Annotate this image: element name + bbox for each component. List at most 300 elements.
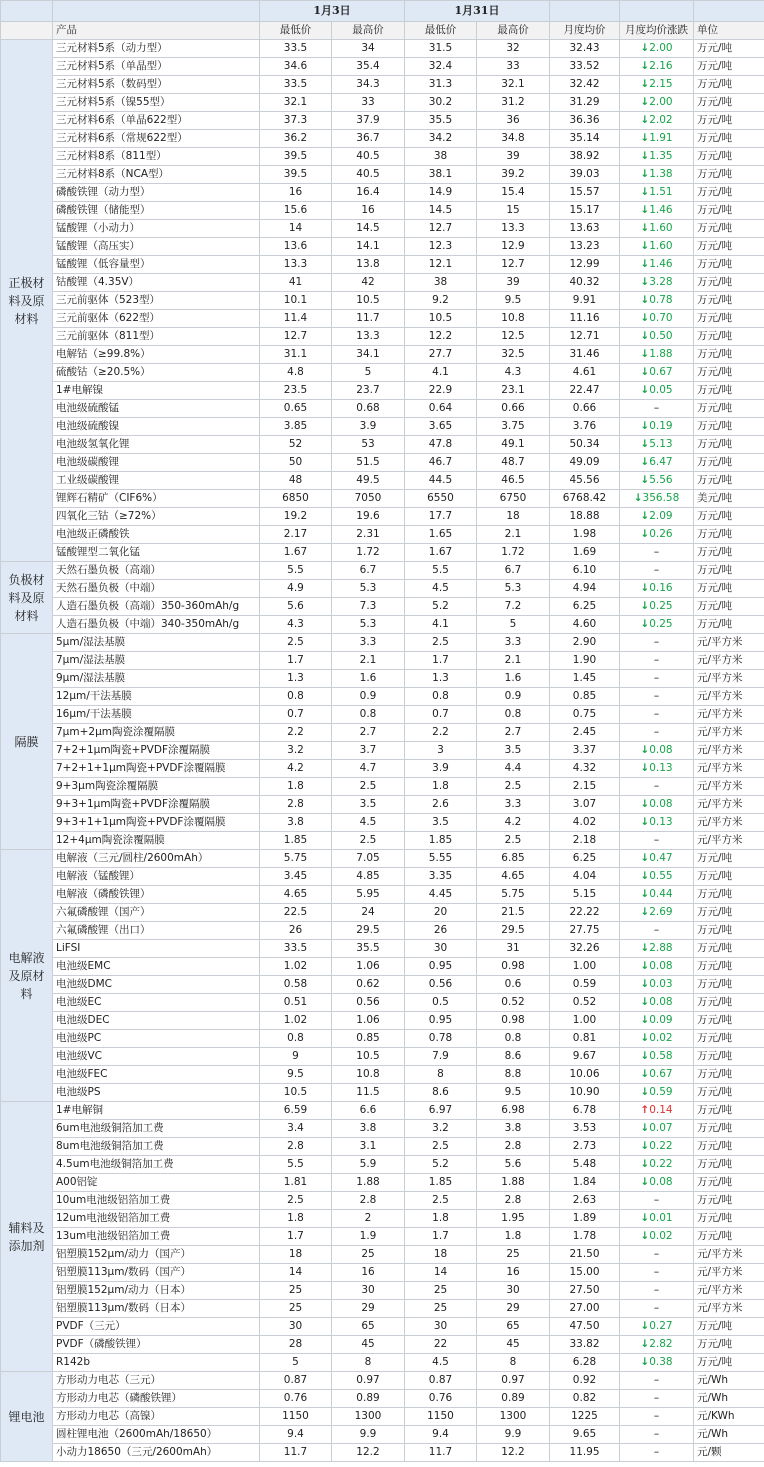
product-name: 三元材料8系（811型）: [53, 148, 260, 166]
product-name: 三元材料6系（常规622型）: [53, 130, 260, 148]
monthly-change: [620, 508, 694, 526]
change-value: 0.26: [649, 528, 673, 540]
high-price-date2: 6.7: [477, 562, 550, 580]
high-price-date1: 1.6: [332, 670, 405, 688]
product-name: 三元前驱体（622型）: [53, 310, 260, 328]
unit: 万元/吨: [694, 436, 764, 454]
change-value: 0.44: [649, 888, 673, 900]
change-value: 1.88: [649, 348, 673, 360]
product-name: 三元材料5系（单晶型）: [53, 58, 260, 76]
change-value: 2.88: [649, 942, 673, 954]
unit: 元/平方米: [694, 634, 764, 652]
monthly-average: 32.42: [550, 76, 620, 94]
unit: 万元/吨: [694, 1030, 764, 1048]
change-value: –: [653, 1284, 660, 1296]
high-price-date2: 30: [477, 1282, 550, 1300]
low-price-date1: 9: [260, 1048, 332, 1066]
low-price-date2: 1.7: [405, 652, 477, 670]
monthly-average: 0.66: [550, 400, 620, 418]
arrow-down-icon: ↓: [640, 276, 650, 288]
monthly-change: [620, 148, 694, 166]
table-row: [1, 778, 764, 796]
arrow-down-icon: ↓: [640, 366, 650, 378]
monthly-average: 32.43: [550, 40, 620, 58]
low-price-date1: 39.5: [260, 148, 332, 166]
low-price-date1: 10.5: [260, 1084, 332, 1102]
low-price-date2: 30.2: [405, 94, 477, 112]
monthly-average: 6768.42: [550, 490, 620, 508]
high-price-date1: 30: [332, 1282, 405, 1300]
monthly-change: [620, 1354, 694, 1372]
change-value: 1.91: [649, 132, 673, 144]
low-price-date2: 0.78: [405, 1030, 477, 1048]
low-price-date1: 15.6: [260, 202, 332, 220]
change-value: 2.69: [649, 906, 673, 918]
product-name: 三元材料5系（动力型）: [53, 40, 260, 58]
low-price-date2: 0.5: [405, 994, 477, 1012]
product-name: 9+3μm陶瓷涂覆隔膜: [53, 778, 260, 796]
low-price-date2: 2.5: [405, 634, 477, 652]
high-price-date2: 0.66: [477, 400, 550, 418]
low-price-date1: 36.2: [260, 130, 332, 148]
arrow-down-icon: ↓: [640, 1338, 650, 1350]
unit: 元/平方米: [694, 796, 764, 814]
product-name: 小动力18650（三元/2600mAh）: [53, 1444, 260, 1462]
column-header-row: [1, 22, 764, 40]
monthly-average: 31.46: [550, 346, 620, 364]
high-price-date2: 4.3: [477, 364, 550, 382]
change-value: 0.58: [649, 1050, 673, 1062]
unit: 万元/吨: [694, 148, 764, 166]
low-price-date1: 6850: [260, 490, 332, 508]
low-price-date2: 35.5: [405, 112, 477, 130]
product-name: 12μm/干法基膜: [53, 688, 260, 706]
low-price-date2: 46.7: [405, 454, 477, 472]
monthly-average: 9.67: [550, 1048, 620, 1066]
unit: 万元/吨: [694, 562, 764, 580]
high-price-date2: 8: [477, 1354, 550, 1372]
low-price-date2: 18: [405, 1246, 477, 1264]
arrow-down-icon: ↓: [640, 942, 650, 954]
unit: 万元/吨: [694, 940, 764, 958]
high-price-date1: 5.3: [332, 580, 405, 598]
high-price-date1: 10.5: [332, 1048, 405, 1066]
arrow-down-icon: ↓: [640, 1176, 650, 1188]
monthly-change: [620, 130, 694, 148]
high-price-date1: 0.8: [332, 706, 405, 724]
low-price-date1: 2.8: [260, 796, 332, 814]
unit: 万元/吨: [694, 1228, 764, 1246]
high-price-date1: 3.3: [332, 634, 405, 652]
low-price-date1: 26: [260, 922, 332, 940]
table-row: [1, 1066, 764, 1084]
low-price-date1: 37.3: [260, 112, 332, 130]
high-price-date2: 15.4: [477, 184, 550, 202]
change-value: 0.38: [649, 1356, 673, 1368]
low-price-date2: 14.9: [405, 184, 477, 202]
high-price-date1: 51.5: [332, 454, 405, 472]
monthly-average: 2.63: [550, 1192, 620, 1210]
arrow-down-icon: ↓: [640, 294, 650, 306]
arrow-down-icon: ↓: [640, 96, 650, 108]
high-price-date2: 3.3: [477, 634, 550, 652]
low-price-date2: 5.5: [405, 562, 477, 580]
change-value: –: [653, 654, 660, 666]
monthly-change: [620, 1228, 694, 1246]
product-name: 锰酸锂（小动力）: [53, 220, 260, 238]
monthly-average: 3.07: [550, 796, 620, 814]
monthly-average: 1.45: [550, 670, 620, 688]
high-price-date1: 3.5: [332, 796, 405, 814]
arrow-down-icon: ↓: [640, 168, 650, 180]
monthly-average: 2.73: [550, 1138, 620, 1156]
unit: 万元/吨: [694, 310, 764, 328]
low-price-date1: 48: [260, 472, 332, 490]
monthly-change: [620, 1012, 694, 1030]
arrow-down-icon: ↓: [640, 1032, 650, 1044]
change-value: 0.55: [649, 870, 673, 882]
unit: 万元/吨: [694, 544, 764, 562]
unit: 万元/吨: [694, 526, 764, 544]
arrow-down-icon: ↓: [640, 186, 650, 198]
monthly-average: 39.03: [550, 166, 620, 184]
high-price-date2: 2.1: [477, 652, 550, 670]
product-name: LiFSI: [53, 940, 260, 958]
product-name: 电池级VC: [53, 1048, 260, 1066]
table-row: [1, 1426, 764, 1444]
low-price-date1: 0.7: [260, 706, 332, 724]
product-name: 天然石墨负极（中端）: [53, 580, 260, 598]
low-price-date1: 6.59: [260, 1102, 332, 1120]
high-price-date2: 6.85: [477, 850, 550, 868]
product-name: 三元材料5系（数码型）: [53, 76, 260, 94]
low-price-date2: 5.2: [405, 598, 477, 616]
change-value: 0.03: [649, 978, 673, 990]
arrow-down-icon: ↓: [640, 258, 650, 270]
arrow-down-icon: ↓: [640, 582, 650, 594]
low-price-date2: 31.3: [405, 76, 477, 94]
category-label: 负极材料及原材料: [1, 562, 53, 634]
low-price-date2: 0.7: [405, 706, 477, 724]
table-row: [1, 922, 764, 940]
change-value: 0.08: [649, 996, 673, 1008]
unit: 万元/吨: [694, 1318, 764, 1336]
change-value: 5.56: [649, 474, 673, 486]
low-price-date2: 5.55: [405, 850, 477, 868]
high-price-date1: 45: [332, 1336, 405, 1354]
change-value: –: [653, 402, 660, 414]
arrow-down-icon: ↓: [640, 150, 650, 162]
table-row: [1, 1228, 764, 1246]
low-price-date2: 4.1: [405, 616, 477, 634]
low-price-date2: 6.97: [405, 1102, 477, 1120]
unit: 万元/吨: [694, 76, 764, 94]
product-name: 三元前驱体（811型）: [53, 328, 260, 346]
low-price-date2: 14: [405, 1264, 477, 1282]
change-value: 1.51: [649, 186, 673, 198]
product-name: 铝塑膜152μm/动力（日本）: [53, 1282, 260, 1300]
low-price-date1: 50: [260, 454, 332, 472]
unit: 万元/吨: [694, 922, 764, 940]
low-price-date2: 0.8: [405, 688, 477, 706]
high-price-date2: 5.6: [477, 1156, 550, 1174]
high-price-date1: 53: [332, 436, 405, 454]
high-price-date2: 6.98: [477, 1102, 550, 1120]
table-row: [1, 724, 764, 742]
table-row: [1, 562, 764, 580]
high-price-date1: 40.5: [332, 148, 405, 166]
arrow-down-icon: ↓: [640, 1320, 650, 1332]
low-price-date2: 20: [405, 904, 477, 922]
low-price-date2: 12.2: [405, 328, 477, 346]
unit: 万元/吨: [694, 1192, 764, 1210]
unit: 万元/吨: [694, 238, 764, 256]
monthly-change: [620, 1336, 694, 1354]
unit: 元/KWh: [694, 1408, 764, 1426]
col-header-unit: 单位: [694, 22, 764, 40]
unit: 万元/吨: [694, 274, 764, 292]
low-price-date2: 6550: [405, 490, 477, 508]
unit: 元/平方米: [694, 760, 764, 778]
arrow-down-icon: ↓: [640, 798, 650, 810]
arrow-down-icon: ↓: [640, 132, 650, 144]
unit: 元/平方米: [694, 706, 764, 724]
high-price-date2: 34.8: [477, 130, 550, 148]
high-price-date1: 34.1: [332, 346, 405, 364]
high-price-date1: 35.5: [332, 940, 405, 958]
col-header-product: 产品: [53, 22, 260, 40]
monthly-average: 3.37: [550, 742, 620, 760]
monthly-change: [620, 1264, 694, 1282]
monthly-change: [620, 1030, 694, 1048]
table-row: [1, 1444, 764, 1462]
low-price-date2: 26: [405, 922, 477, 940]
change-value: –: [653, 1446, 660, 1458]
low-price-date1: 1.3: [260, 670, 332, 688]
monthly-average: 0.52: [550, 994, 620, 1012]
high-price-date2: 1300: [477, 1408, 550, 1426]
table-row: [1, 1102, 764, 1120]
low-price-date1: 3.85: [260, 418, 332, 436]
high-price-date2: 3.3: [477, 796, 550, 814]
monthly-change: [620, 274, 694, 292]
table-row: [1, 796, 764, 814]
high-price-date1: 5.3: [332, 616, 405, 634]
low-price-date1: 0.65: [260, 400, 332, 418]
monthly-change: [620, 1048, 694, 1066]
monthly-change: [620, 526, 694, 544]
arrow-down-icon: ↓: [640, 222, 650, 234]
monthly-change: [620, 94, 694, 112]
unit: 元/平方米: [694, 1246, 764, 1264]
unit: 万元/吨: [694, 508, 764, 526]
table-row: [1, 166, 764, 184]
low-price-date1: 4.9: [260, 580, 332, 598]
monthly-average: 12.71: [550, 328, 620, 346]
table-row: [1, 1192, 764, 1210]
low-price-date1: 1.85: [260, 832, 332, 850]
table-row: [1, 382, 764, 400]
unit: 万元/吨: [694, 616, 764, 634]
high-price-date1: 1.72: [332, 544, 405, 562]
low-price-date2: 25: [405, 1300, 477, 1318]
low-price-date1: 52: [260, 436, 332, 454]
unit: 万元/吨: [694, 1174, 764, 1192]
low-price-date2: 4.5: [405, 1354, 477, 1372]
high-price-date2: 18: [477, 508, 550, 526]
change-value: –: [653, 564, 660, 576]
monthly-average: 0.85: [550, 688, 620, 706]
unit: 美元/吨: [694, 490, 764, 508]
arrow-down-icon: ↓: [640, 744, 650, 756]
change-value: –: [653, 1248, 660, 1260]
product-name: 7μm/湿法基膜: [53, 652, 260, 670]
monthly-change: [620, 850, 694, 868]
change-value: 0.22: [649, 1158, 673, 1170]
unit: 元/平方米: [694, 670, 764, 688]
low-price-date2: 0.87: [405, 1372, 477, 1390]
low-price-date1: 2.17: [260, 526, 332, 544]
unit: 元/平方米: [694, 1282, 764, 1300]
change-value: 0.50: [649, 330, 673, 342]
monthly-change: [620, 1120, 694, 1138]
unit: 万元/吨: [694, 418, 764, 436]
low-price-date2: 10.5: [405, 310, 477, 328]
monthly-change: [620, 544, 694, 562]
product-name: 六氟磷酸锂（出口）: [53, 922, 260, 940]
high-price-date2: 4.65: [477, 868, 550, 886]
monthly-average: 5.15: [550, 886, 620, 904]
arrow-down-icon: ↓: [640, 906, 650, 918]
table-row: [1, 1300, 764, 1318]
product-name: 8um电池级铜箔加工费: [53, 1138, 260, 1156]
change-value: –: [653, 636, 660, 648]
monthly-change: [620, 256, 694, 274]
monthly-change: [620, 1102, 694, 1120]
unit: 元/平方米: [694, 832, 764, 850]
high-price-date2: 1.72: [477, 544, 550, 562]
table-row: [1, 742, 764, 760]
high-price-date1: 5.9: [332, 1156, 405, 1174]
low-price-date2: 47.8: [405, 436, 477, 454]
high-price-date1: 0.56: [332, 994, 405, 1012]
low-price-date1: 23.5: [260, 382, 332, 400]
monthly-average: 0.59: [550, 976, 620, 994]
table-row: [1, 292, 764, 310]
high-price-date2: 21.5: [477, 904, 550, 922]
product-name: 方形动力电芯（磷酸铁锂）: [53, 1390, 260, 1408]
table-row: [1, 238, 764, 256]
change-value: 0.13: [649, 762, 673, 774]
table-row: [1, 400, 764, 418]
arrow-down-icon: ↓: [640, 978, 650, 990]
change-value: –: [653, 1392, 660, 1404]
product-name: 电解液（三元/圆柱/2600mAh）: [53, 850, 260, 868]
monthly-average: 1225: [550, 1408, 620, 1426]
product-name: 电池级正磷酸铁: [53, 526, 260, 544]
table-row: [1, 1246, 764, 1264]
change-value: 0.08: [649, 960, 673, 972]
product-name: 磷酸铁锂（动力型）: [53, 184, 260, 202]
unit: 元/平方米: [694, 742, 764, 760]
low-price-date2: 22.9: [405, 382, 477, 400]
high-price-date1: 2.8: [332, 1192, 405, 1210]
high-price-date2: 25: [477, 1246, 550, 1264]
low-price-date2: 1150: [405, 1408, 477, 1426]
arrow-up-icon: ↑: [640, 1104, 650, 1116]
high-price-date2: 32.5: [477, 346, 550, 364]
arrow-down-icon: ↓: [640, 1086, 650, 1098]
monthly-average: 4.94: [550, 580, 620, 598]
table-row: [1, 868, 764, 886]
low-price-date1: 3.45: [260, 868, 332, 886]
high-price-date1: 7.3: [332, 598, 405, 616]
monthly-change: [620, 976, 694, 994]
monthly-change: [620, 328, 694, 346]
monthly-change: [620, 292, 694, 310]
table-row: [1, 688, 764, 706]
monthly-average: 47.50: [550, 1318, 620, 1336]
table-row: [1, 814, 764, 832]
monthly-average: 45.56: [550, 472, 620, 490]
product-name: 锰酸锂型二氧化锰: [53, 544, 260, 562]
arrow-down-icon: ↓: [640, 60, 650, 72]
high-price-date1: 16.4: [332, 184, 405, 202]
monthly-average: 12.99: [550, 256, 620, 274]
high-price-date2: 0.89: [477, 1390, 550, 1408]
high-price-date1: 16: [332, 202, 405, 220]
high-price-date1: 4.5: [332, 814, 405, 832]
table-row: [1, 940, 764, 958]
unit: 万元/吨: [694, 94, 764, 112]
product-name: PVDF（三元）: [53, 1318, 260, 1336]
change-value: 5.13: [649, 438, 673, 450]
change-value: 0.25: [649, 600, 673, 612]
low-price-date1: 12.7: [260, 328, 332, 346]
change-value: 0.08: [649, 744, 673, 756]
table-row: [1, 508, 764, 526]
table-row: [1, 886, 764, 904]
monthly-average: 9.65: [550, 1426, 620, 1444]
monthly-change: [620, 580, 694, 598]
monthly-change: [620, 454, 694, 472]
high-price-date2: 16: [477, 1264, 550, 1282]
high-price-date2: 65: [477, 1318, 550, 1336]
product-name: 锰酸锂（低容量型）: [53, 256, 260, 274]
unit: 万元/吨: [694, 220, 764, 238]
low-price-date2: 2.6: [405, 796, 477, 814]
monthly-change: [620, 760, 694, 778]
monthly-average: 3.53: [550, 1120, 620, 1138]
table-row: [1, 976, 764, 994]
change-value: –: [653, 924, 660, 936]
low-price-date1: 1.8: [260, 1210, 332, 1228]
low-price-date2: 0.56: [405, 976, 477, 994]
monthly-change: [620, 742, 694, 760]
low-price-date1: 13.6: [260, 238, 332, 256]
table-row: [1, 1210, 764, 1228]
change-value: 3.28: [649, 276, 673, 288]
high-price-date2: 1.8: [477, 1228, 550, 1246]
low-price-date2: 0.64: [405, 400, 477, 418]
low-price-date1: 0.76: [260, 1390, 332, 1408]
monthly-average: 3.76: [550, 418, 620, 436]
high-price-date2: 0.8: [477, 1030, 550, 1048]
high-price-date2: 4.4: [477, 760, 550, 778]
high-price-date1: 10.8: [332, 1066, 405, 1084]
high-price-date2: 9.5: [477, 292, 550, 310]
low-price-date1: 2.5: [260, 1192, 332, 1210]
